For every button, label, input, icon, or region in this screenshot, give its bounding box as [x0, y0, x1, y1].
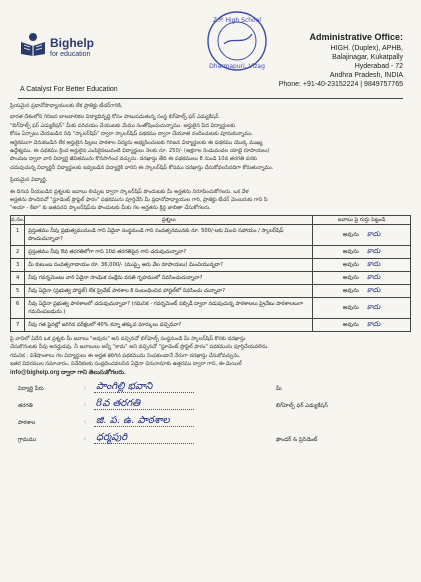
- village-row: గ్రామము : ధర్మపురి ఫౌండర్ & ప్రెసిడెంట్: [18, 431, 318, 443]
- answer-no[interactable]: కాదు: [366, 319, 381, 328]
- intro-line: భారత దేశంలోని గిరిజన బాలబాలికల విద్యాభివృద్ధి కోసం పాటుపడుతున్న సంస్థ బిగ్‌హెల్ప్ ఫర్ ఎడ్యుకేషన్.: [10, 114, 221, 121]
- class-row: తరగతి : 8వ తరగతి బిగ్‌హెల్ప్ ఫర్ ఎడ్యుకేషన్: [18, 397, 328, 409]
- intro-greeting: ప్రియమైన ప్రధానోపాధ్యాయులకు లేక ప్రాజెక్టు టీచర్‌గారికి,: [10, 103, 123, 109]
- applicant-form: [10, 379, 411, 447]
- table-header-row: [11, 215, 411, 224]
- school-value[interactable]: జి. ప. ఉ. పాఠశాల: [96, 414, 170, 426]
- student-section: [10, 176, 411, 213]
- org-line-2: బిగ్‌హెల్ప్ ఫర్ ఎడ్యుకేషన్: [276, 402, 328, 409]
- row-number: 6: [11, 297, 25, 318]
- office-line: Balajinagar, Kukatpally: [332, 54, 403, 61]
- student-line: ఈ దిగువ నీయబడిన ప్రశ్నలకు జవాబు లిచ్చుట ద్వారా స్కాలర్‌షిప్ పొందుటకు మీ అర్హతను నిరూపించుకోగలరు. ఒక వేళ: [10, 188, 249, 195]
- student-name-row: విద్యార్థి పేరు : పాంగిల్లి భవాని మీ: [18, 380, 282, 392]
- intro-line: పొందుట ద్వారా వారి విద్యార్థి జీవితమును కొనసాగించ వచ్చును. దరఖాస్తు తేది ఈ పథకములు 8 నుండి 10వ తరగతి వరకు: [10, 156, 258, 163]
- table-row: [11, 284, 411, 297]
- closing-line: గమనిక : విశేషాంశాలు గల విద్యార్థులు ఈ అర్హత కలిగిన పథకమును నింపకుండానే నేరుగా దరఖాస్తు చేసుకోవచ్చును.: [10, 352, 241, 359]
- office-address: [223, 32, 403, 89]
- closing-line: పై వానిలో ఏదేని ఒక ప్రశ్నకు మీ జవాబు "అవును" అని వచ్చినచో బిగ్‌హెల్ప్ సంస్థనుండి మీ స్కాలర్‌షిప్ కొరకు దరఖాస్తు: [10, 335, 246, 342]
- intro-line: చదువుచున్న విద్యార్థినీ విద్యార్థులకు ఇవ్వబడిన విద్యార్థికి వారిని ఈ స్కాలర్‌షిప్ కోసము దరఖాస్తు చేసుకోవలసినదిగా కోరుతున్నాము.: [10, 164, 274, 171]
- office-phone: Phone: +91-40-23152224 | 9849757765: [278, 81, 403, 88]
- table-row: [11, 224, 411, 245]
- student-name-label: విద్యార్థి పేరు: [18, 385, 44, 392]
- answer-no[interactable]: కాదు: [366, 302, 381, 311]
- eligibility-table: [10, 215, 411, 332]
- class-value[interactable]: 8వ తరగతి: [96, 397, 141, 409]
- school-row: పాఠశాల : జి. ప. ఉ. పాఠశాల: [10, 413, 411, 430]
- table-row: [11, 297, 411, 318]
- row-answer: [313, 258, 411, 271]
- row-question: నీవు ఏదైనా ప్రభుత్వ పాఠశాలలో చదువుచున్నావా? (గమనిక - గవర్నమెంట్ సబ్సిడీ ద్వారా నడుపుచున్న పాఠశాలలు ప్రైవేటు పాఠశాలలుగా గమనింపబడును.): [25, 297, 313, 318]
- row-number: 3: [11, 258, 25, 271]
- row-number: 4: [11, 271, 25, 284]
- row-answer: [313, 271, 411, 284]
- school-label: పాఠశాల: [18, 419, 36, 426]
- row-answer: [313, 284, 411, 297]
- office-line: HIGH. (Duplex), APHB,: [330, 45, 403, 52]
- table-row: [11, 245, 411, 258]
- office-title: Administrative Office:: [309, 32, 403, 42]
- class-label: తరగతి: [18, 402, 33, 409]
- col-answer-header: జవాబు పై గుర్తు పెట్టండి: [313, 215, 411, 224]
- answer-yes[interactable]: అవును: [342, 248, 359, 255]
- header-divider: [18, 98, 403, 99]
- answer-no[interactable]: కాదు: [366, 272, 381, 281]
- row-answer: [313, 318, 411, 331]
- intro-line: "బిగ్‌హెల్ప్ ఫర్ ఎడ్యుకేషన్" మీకు పరిచయం చేయుటకు మేము సంతోషించుచున్నాము. అర్హులైన పేద విద్యార్థులకు: [10, 122, 236, 129]
- student-line: అర్హతను పొందినచో "స్టూడెంట్ ప్రొఫైల్ ఫారం" పథకమును పూర్తిచేసి మీ ప్రధానోపాధ్యాయుల గారి, ప్రాజెక్టు టీచర్ మెంబరుకు గాని సి: [10, 197, 268, 204]
- answer-no[interactable]: కాదు: [366, 229, 381, 238]
- answer-yes[interactable]: అవును: [342, 304, 359, 311]
- closing-line: ఇతర వివరముల సమాచారం, నివేదికలకు సంప్రదించవలసిన ఏదైనా చిరునామాకు ఉత్తరము ద్వారా గాని, ఈ-మెయిల్: [10, 361, 242, 368]
- svg-text:Dharmapuri, Vizag: Dharmapuri, Vizag: [209, 63, 265, 70]
- intro-line: ఆర్థికముగా వెనుకబడిన లేక అర్హులైన పిల్లలు పాఠశాల విద్యను అభ్యసించుటకు గిరిజన విద్యార్థులకు ఈ పథకము యొక్క ముఖ్య: [10, 139, 263, 146]
- row-answer: [313, 224, 411, 245]
- answer-no[interactable]: కాదు: [366, 246, 381, 255]
- book-logo-icon: [20, 32, 46, 56]
- row-number: 7: [11, 318, 25, 331]
- row-number: 1: [11, 224, 25, 245]
- answer-yes[interactable]: అవును: [342, 287, 359, 294]
- col-question-header: ప్రశ్నలు: [25, 215, 313, 224]
- student-line: "అయా - కేటా" కు జతపరచి స్కాలర్‌షిప్‌ను పొందుటకు మీకు గల అర్హతను క్రిన్ద జాబితా చేసుకోగలరు.: [10, 205, 211, 212]
- org-line-1: మీ: [276, 385, 282, 392]
- village-label: గ్రామము: [18, 436, 37, 443]
- intro-line: ఉద్దేశ్యము. ఈ పథకము క్రింద అర్హులైన ఎంపికైనటువంటి విద్యార్థులు నెలకు రూ. 250/- (అక్షరాల రెండువందల యాభై రూపాయలు): [10, 148, 270, 155]
- row-answer: [313, 245, 411, 258]
- answer-no[interactable]: కాదు: [366, 259, 381, 268]
- row-question: నీవు ఏదైనా (ప్రభుత్వ హాస్టల్) లేక ప్రైవేట్ పాఠశాల కి సంబంధించిన హాస్టల్‌లో నివసించు చున్నావా?: [25, 284, 313, 297]
- table-row: [11, 271, 411, 284]
- answer-yes[interactable]: అవును: [342, 321, 359, 328]
- row-question: ప్రస్తుతము నీవు ప్రభుత్వమునుండి గాని ఏదైనా సంస్థనుండి గాని సంవత్సరమునకు రూ. 500/-లకు మించి సహాయం / స్కాలర్‌షిప్ పొందుచున్నావా?: [25, 224, 313, 245]
- row-question: ప్రస్తుతము నీవు 8వ తరగతిలోగా గాని 10వ తరగతిపైన గాని చదువుచున్నావా?: [25, 245, 313, 258]
- student-greeting: ప్రియమైన విద్యార్థి,: [10, 177, 48, 184]
- row-question: నీవు గత ఫైనల్లో జరిగిన పరీక్షలలో 40% కన్నా తక్కువ మార్కులు వచ్చినవా?: [25, 318, 313, 331]
- tagline: A Catalyst For Better Education: [20, 86, 118, 93]
- email-line: info@bighelp.org ద్వారా గాని తెలుసుకోగలరు.: [10, 369, 126, 376]
- table-row: [11, 258, 411, 271]
- brand-subtitle: for education: [50, 51, 91, 58]
- answer-no[interactable]: కాదు: [366, 285, 381, 294]
- letterhead: [10, 6, 411, 98]
- row-question: నీవు గవర్నమెంటు వారి ఏదైనా సాంఘిక సంక్షేమ వసతి గృహములో నివసించుచున్నావా?: [25, 271, 313, 284]
- row-answer: [313, 297, 411, 318]
- closing-line: చేసుకొనుటకు నీవు అనర్హుడవు. నీ జవాబులు అన్నీ "కాదు" అని వచ్చినచో "స్టూడెంట్ ప్రొఫైల్ ఫారం" పథకమును పూర్తిచేయవలెను.: [10, 344, 269, 351]
- col-no-header: వ.సం.: [11, 216, 25, 223]
- svg-text:Z.P. High School: Z.P. High School: [212, 17, 262, 24]
- closing-section: [10, 335, 411, 377]
- student-name-value[interactable]: పాంగిల్లి భవాని: [96, 380, 153, 392]
- row-number: 2: [11, 245, 25, 258]
- brand-name: Bighelp: [50, 36, 94, 50]
- office-line: Andhra Pradesh, INDIA: [329, 72, 403, 79]
- office-line: Hyderabad - 72: [354, 63, 403, 70]
- intro-section: [10, 102, 411, 172]
- answer-yes[interactable]: అవును: [342, 274, 359, 281]
- table-row: [11, 318, 411, 331]
- row-number: 5: [11, 284, 25, 297]
- answer-yes[interactable]: అవును: [342, 261, 359, 268]
- answer-yes[interactable]: అవును: [342, 231, 359, 238]
- row-question: మీ కుటుంబ సంవత్సరాదాయం రూ. 36,000/- (ముప్పై ఆరు వేల రూపాయలు) మించియున్నదా?: [25, 258, 313, 271]
- village-value[interactable]: ధర్మపురి: [96, 431, 128, 443]
- intro-line: కోసం ఏర్పాటు చేయబడిన నిధి "స్కాలర్‌షిప్‌" ద్వారా స్కాలర్‌షిప్ పథకము ద్వారా చేయూత నందించుటకు పూనుకున్నాము.: [10, 131, 254, 138]
- founder-title: ఫౌండర్ & ప్రెసిడెంట్: [276, 436, 318, 443]
